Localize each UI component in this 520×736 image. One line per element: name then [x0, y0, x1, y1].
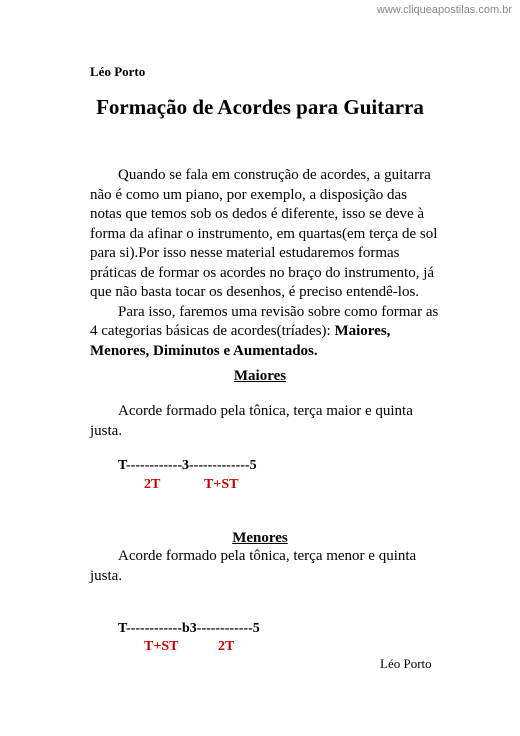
menores-interval-1: T+ST [144, 639, 179, 654]
site-watermark: www.cliqueapostilas.com.br [376, 4, 512, 16]
menores-interval-2: 2T [218, 639, 235, 654]
chord-categories: Maiores, Menores, Diminutos e Aumentados. [90, 323, 391, 359]
intro-paragraph-2-text: Para isso, faremos uma revisão sobre como formar as 4 categorias básicas de acordes(tríades): [90, 303, 439, 339]
author-name-top: Léo Porto [90, 64, 146, 79]
menores-text: Acorde formado pela tônica, terça menor e quinta justa. [90, 548, 417, 584]
author-name-bottom: Léo Porto [380, 656, 432, 671]
intro-paragraph-2 [90, 303, 440, 362]
maiores-description [90, 402, 440, 441]
maiores-interval-2: T+ST [204, 477, 239, 492]
page-title: Formação de Acordes para Guitarra [96, 95, 424, 119]
intro-paragraph-1: Quando se fala em construção de acordes, a guitarra não é como um piano, por exemplo, a disposição das notas que temos sob os dedos é diferente, isso se deve à forma da afinar o instrumento, em quartas(em terça de sol para si).Por isso nesse material estudaremos formas práticas de formar os acordes no braço do instrumento, já que não basta tocar os desenhos, é preciso entendê-los. [90, 167, 438, 300]
maiores-interval-diagram: T------------3-------------5 [118, 458, 257, 473]
maiores-interval-1: 2T [144, 477, 161, 492]
intro-section [90, 166, 440, 361]
section-heading-menores: Menores [232, 530, 288, 546]
maiores-text: Acorde formado pela tônica, terça maior e quinta justa. [90, 403, 413, 439]
menores-description [90, 547, 440, 586]
section-heading-maiores: Maiores [233, 368, 287, 384]
menores-interval-diagram: T------------b3------------5 [118, 621, 260, 636]
